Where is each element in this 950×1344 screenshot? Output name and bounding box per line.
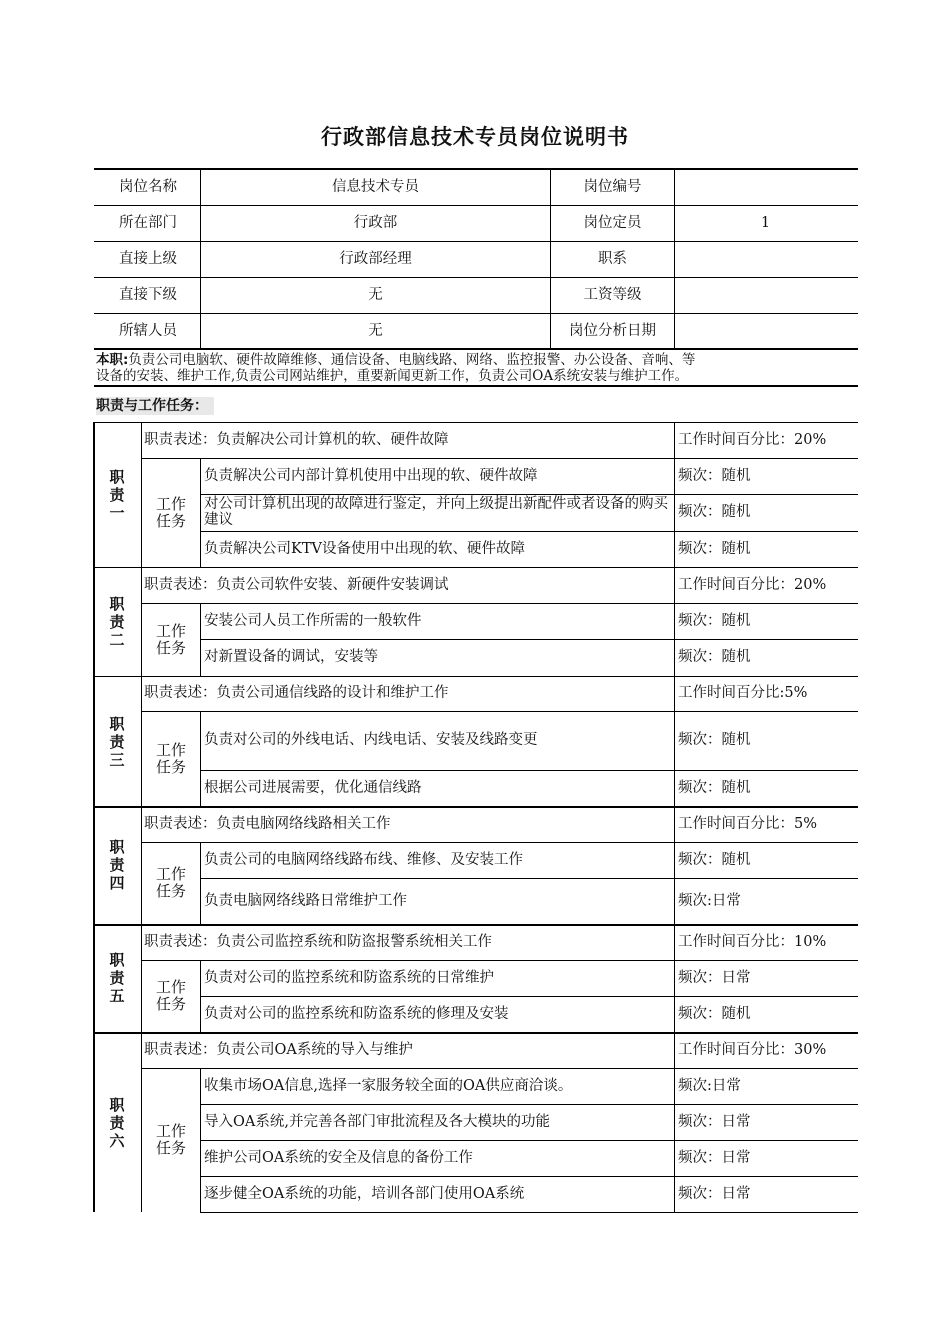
info-value: 信息技术专员 bbox=[332, 179, 419, 195]
task-frequency: 频次：随机 bbox=[678, 468, 751, 484]
row-divider bbox=[200, 531, 858, 532]
duty-6-label: 职 责 六 bbox=[109, 1096, 125, 1150]
work-task-label: 工作 任务 bbox=[155, 741, 186, 776]
duty-5-time-pct: 工作时间百分比：10% bbox=[678, 934, 827, 950]
duty-summary-line1: 本职:负责公司电脑软、硬件故障维修、通信设备、电脑线路、网络、监控报警、办公设备、音响、等 bbox=[96, 352, 696, 368]
work-task-label: 工作 任务 bbox=[155, 622, 186, 657]
info-label: 职系 bbox=[598, 251, 627, 267]
row-divider bbox=[200, 1104, 858, 1105]
info-label: 所辖人员 bbox=[119, 323, 177, 339]
row-divider bbox=[142, 458, 858, 459]
work-task-label: 工作 任务 bbox=[155, 495, 186, 530]
duty-summary-line2: 设备的安装、维护工作,负责公司网站维护，重要新闻更新工作，负责公司OA系统安装与维护工作。 bbox=[96, 368, 689, 384]
duty-3-description: 职责表述：负责公司通信线路的设计和维护工作 bbox=[144, 685, 449, 701]
row-divider bbox=[94, 1032, 858, 1034]
duty-4-label: 职 责 四 bbox=[109, 838, 125, 892]
duty-4-time-pct: 工作时间百分比：5% bbox=[678, 816, 818, 832]
task-frequency: 频次：日常 bbox=[678, 1150, 751, 1166]
info-value: 行政部经理 bbox=[339, 251, 412, 267]
task-text: 根据公司进展需要，优化通信线路 bbox=[204, 780, 422, 796]
col-divider bbox=[674, 567, 675, 676]
col-divider bbox=[141, 422, 142, 567]
col-divider bbox=[674, 1032, 675, 1213]
task-text: 负责公司的电脑网络线路布线、维修、及安装工作 bbox=[204, 852, 523, 868]
duty-3-label: 职 责 三 bbox=[109, 715, 125, 769]
info-label: 所在部门 bbox=[119, 215, 177, 231]
task-frequency: 频次：随机 bbox=[678, 732, 751, 748]
row-divider bbox=[200, 1176, 858, 1177]
task-text: 逐步健全OA系统的功能，培训各部门使用OA系统 bbox=[204, 1186, 525, 1202]
row-divider bbox=[142, 1068, 858, 1069]
info-label: 岗位定员 bbox=[583, 215, 642, 231]
task-text: 负责电脑网络线路日常维护工作 bbox=[204, 893, 407, 909]
row-divider bbox=[200, 996, 858, 997]
row-divider bbox=[94, 277, 858, 278]
row-divider bbox=[94, 241, 858, 242]
duty-2-time-pct: 工作时间百分比：20% bbox=[678, 577, 827, 593]
duty-6-description: 职责表述：负责公司OA系统的导入与维护 bbox=[144, 1042, 413, 1058]
row-divider bbox=[200, 878, 858, 879]
row-divider bbox=[142, 711, 858, 712]
task-frequency: 频次：随机 bbox=[678, 1006, 751, 1022]
task-text: 负责对公司的外线电话、内线电话、安装及线路变更 bbox=[204, 732, 538, 748]
row-divider bbox=[200, 494, 858, 495]
row-divider bbox=[200, 639, 858, 640]
col-divider bbox=[200, 603, 201, 676]
page-title: 行政部信息技术专员岗位说明书 bbox=[321, 125, 629, 149]
task-frequency: 频次：随机 bbox=[678, 613, 751, 629]
task-text: 维护公司OA系统的安全及信息的备份工作 bbox=[204, 1150, 473, 1166]
duty-1-label: 职 责 一 bbox=[109, 468, 125, 522]
col-divider bbox=[200, 1068, 201, 1213]
task-frequency: 频次：日常 bbox=[678, 970, 751, 986]
col-divider bbox=[674, 422, 675, 567]
info-label: 岗位编号 bbox=[583, 179, 642, 195]
info-label: 岗位名称 bbox=[119, 179, 177, 195]
row-divider bbox=[142, 603, 858, 604]
task-frequency: 频次:日常 bbox=[678, 1078, 741, 1094]
task-frequency: 频次：随机 bbox=[678, 541, 751, 557]
row-divider bbox=[94, 313, 858, 314]
row-divider bbox=[142, 842, 858, 843]
task-frequency: 频次：日常 bbox=[678, 1114, 751, 1130]
duty-2-label: 职 责 二 bbox=[109, 595, 125, 649]
task-frequency: 频次:日常 bbox=[678, 893, 741, 909]
work-task-label: 工作 任务 bbox=[155, 978, 186, 1013]
task-text: 负责对公司的监控系统和防盗系统的修理及安装 bbox=[204, 1006, 509, 1022]
duty-summary-label: 本职: bbox=[96, 352, 129, 368]
row-divider bbox=[200, 1212, 858, 1213]
col-divider bbox=[200, 458, 201, 567]
col-divider bbox=[674, 168, 675, 349]
col-divider bbox=[141, 567, 142, 676]
col-divider bbox=[200, 711, 201, 806]
work-task-label: 工作 任务 bbox=[155, 1122, 186, 1157]
row-divider bbox=[94, 806, 858, 808]
task-frequency: 频次：随机 bbox=[678, 649, 751, 665]
duty-5-label: 职 责 五 bbox=[109, 951, 125, 1005]
duty-3-time-pct: 工作时间百分比:5% bbox=[678, 685, 808, 701]
col-divider bbox=[141, 1032, 142, 1212]
task-text: 负责对公司的监控系统和防盗系统的日常维护 bbox=[204, 970, 494, 986]
duty-6-time-pct: 工作时间百分比：30% bbox=[678, 1042, 827, 1058]
col-divider bbox=[200, 960, 201, 1032]
info-value: 无 bbox=[368, 323, 383, 339]
col-divider bbox=[674, 676, 675, 806]
row-divider bbox=[94, 205, 858, 206]
info-label: 岗位分析日期 bbox=[569, 323, 656, 339]
work-task-label: 工作 任务 bbox=[155, 865, 186, 900]
info-value: 无 bbox=[368, 287, 383, 303]
col-divider bbox=[674, 806, 675, 924]
task-text: 负责解决公司KTV设备使用中出现的软、硬件故障 bbox=[204, 541, 525, 557]
duty-4-description: 职责表述：负责电脑网络线路相关工作 bbox=[144, 816, 391, 832]
task-text: 负责解决公司内部计算机使用中出现的软、硬件故障 bbox=[204, 468, 538, 484]
duty-2-description: 职责表述：负责公司软件安装、新硬件安装调试 bbox=[144, 577, 449, 593]
task-text: 收集市场OA信息,选择一家服务较全面的OA供应商洽谈。 bbox=[204, 1078, 573, 1094]
row-divider bbox=[94, 676, 858, 677]
duty-1-time-pct: 工作时间百分比：20% bbox=[678, 432, 827, 448]
row-divider bbox=[94, 348, 858, 350]
col-divider bbox=[200, 842, 201, 924]
row-divider bbox=[94, 422, 858, 423]
info-value: 行政部 bbox=[353, 215, 398, 231]
task-text: 对公司计算机出现的故障进行鉴定，并向上级提出新配件或者设备的购买建议 bbox=[204, 496, 668, 528]
duty-5-description: 职责表述：负责公司监控系统和防盗报警系统相关工作 bbox=[144, 934, 492, 950]
col-divider bbox=[141, 806, 142, 924]
info-label: 直接下级 bbox=[119, 287, 177, 303]
task-text: 导入OA系统,并完善各部门审批流程及各大模块的功能 bbox=[204, 1114, 550, 1130]
info-label: 直接上级 bbox=[119, 251, 177, 267]
task-frequency: 频次：日常 bbox=[678, 1186, 751, 1202]
row-divider bbox=[200, 770, 858, 771]
table-top-border bbox=[94, 168, 858, 170]
row-divider bbox=[200, 1140, 858, 1141]
duties-heading: 职责与工作任务： bbox=[96, 397, 214, 415]
task-frequency: 频次：随机 bbox=[678, 852, 751, 868]
info-label: 工资等级 bbox=[583, 287, 642, 303]
row-divider bbox=[142, 960, 858, 961]
task-frequency: 频次：随机 bbox=[678, 504, 751, 520]
col-divider bbox=[141, 924, 142, 1032]
col-divider bbox=[674, 924, 675, 1032]
task-text: 安装公司人员工作所需的一般软件 bbox=[204, 613, 422, 629]
col-divider bbox=[141, 676, 142, 806]
task-text: 对新置设备的调试，安装等 bbox=[204, 649, 378, 665]
task-frequency: 频次：随机 bbox=[678, 780, 751, 796]
duty-1-description: 职责表述：负责解决公司计算机的软、硬件故障 bbox=[144, 432, 449, 448]
left-border bbox=[93, 422, 95, 1212]
row-divider bbox=[94, 567, 858, 568]
row-divider bbox=[94, 924, 858, 926]
row-divider bbox=[94, 385, 858, 387]
info-value: 1 bbox=[760, 215, 771, 231]
